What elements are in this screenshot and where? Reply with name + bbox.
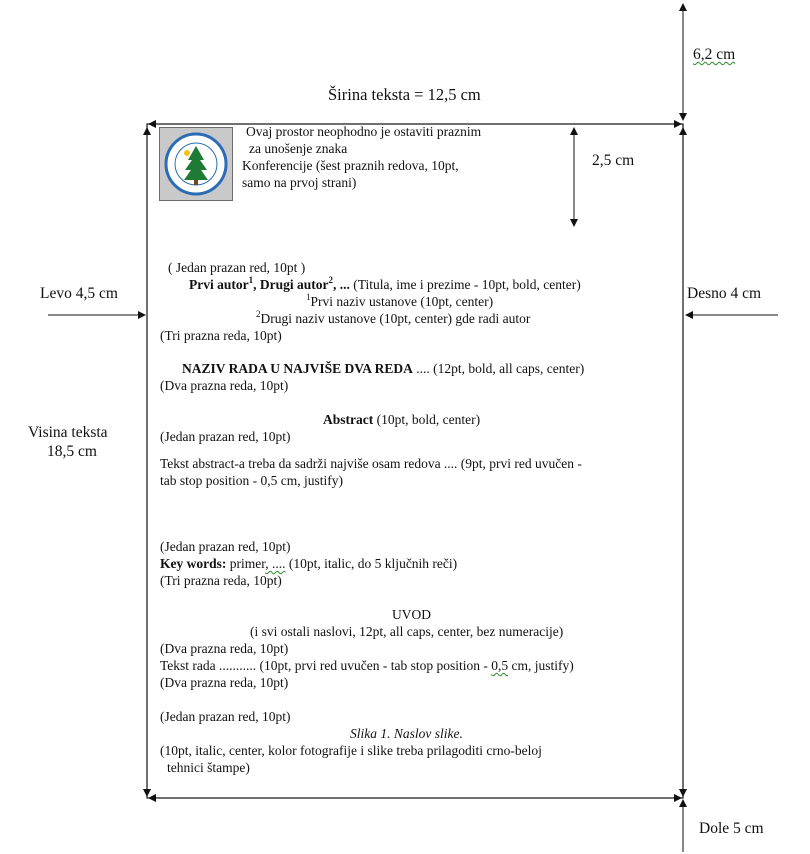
two-blank-lines-note: (Dva prazna reda, 10pt) bbox=[160, 378, 289, 393]
institution-1: $^1$Prvi naziv ustanove (10pt, center) bbox=[306, 292, 494, 309]
three-blank-lines-note: (Tri prazna reda, 10pt) bbox=[160, 328, 282, 343]
section-heading: UVOD bbox=[392, 607, 431, 622]
abstract-text-line1: Tekst abstract-a treba da sadrži najviše osam redova .... (9pt, prvi red uvučen - bbox=[160, 456, 582, 471]
header-note-line3: Konferencije (šest praznih redova, 10pt, bbox=[242, 158, 459, 173]
text-height-label-line1: Visina teksta bbox=[28, 424, 108, 441]
figure-caption: Slika 1. Naslov slike. bbox=[350, 726, 463, 741]
section-heading-note: (i svi ostali naslovi, 12pt, all caps, center, bez numeracije) bbox=[250, 624, 564, 639]
authors-line: Prvi autor$^1$, Drugi autor$^2$, ... (Titula, ime i prezime - 10pt, bold, center) bbox=[189, 275, 581, 292]
header-gap-label: 2,5 cm bbox=[592, 152, 635, 169]
bottom-margin-label: Dole 5 cm bbox=[699, 820, 764, 837]
figure-note-line2: tehnici štampe) bbox=[167, 760, 250, 775]
keywords-line: Key words: primer, .... (10pt, italic, do 5 ključnih reči) bbox=[160, 556, 458, 571]
institution-2: $^2$Drugi naziv ustanove (10pt, center) gde radi autor bbox=[256, 309, 531, 326]
right-margin-label: Desno 4 cm bbox=[687, 285, 762, 302]
header-note-line1: Ovaj prostor neophodno je ostaviti praznim bbox=[246, 124, 482, 139]
text-height-label-line2: 18,5 cm bbox=[47, 443, 97, 460]
left-margin-label: Levo 4,5 cm bbox=[40, 285, 118, 302]
blank-line-note: ( Jedan prazan red, 10pt ) bbox=[168, 260, 306, 275]
two-blank-lines-note-2: (Dva prazna reda, 10pt) bbox=[160, 641, 289, 656]
three-blank-lines-note-2: (Tri prazna reda, 10pt) bbox=[160, 573, 282, 588]
conference-logo bbox=[159, 127, 233, 201]
one-blank-line-note-3: (Jedan prazan red, 10pt) bbox=[160, 709, 291, 724]
header-note-line4: samo na prvoj strani) bbox=[242, 175, 357, 190]
abstract-text-line2: tab stop position - 0,5 cm, justify) bbox=[160, 473, 343, 488]
top-margin-label: 6,2 cm bbox=[693, 46, 736, 63]
one-blank-line-note: (Jedan prazan red, 10pt) bbox=[160, 429, 291, 444]
two-blank-lines-note-3: (Dva prazna reda, 10pt) bbox=[160, 675, 289, 690]
tree-emblem-icon bbox=[160, 128, 232, 200]
figure-note-line1: (10pt, italic, center, kolor fotografije i slike treba prilagoditi crno-beloj bbox=[160, 743, 542, 758]
body-text-line: Tekst rada ........... (10pt, prvi red uvučen - tab stop position - 0,5 cm, justify) bbox=[160, 658, 574, 673]
abstract-heading: Abstract (10pt, bold, center) bbox=[323, 412, 481, 427]
paper-title-line: NAZIV RADA U NAJVIŠE DVA REDA .... (12pt, bold, all caps, center) bbox=[182, 361, 585, 376]
text-width-label: Širina teksta = 12,5 cm bbox=[328, 85, 481, 104]
one-blank-line-note-2: (Jedan prazan red, 10pt) bbox=[160, 539, 291, 554]
header-note-line2: za unošenje znaka bbox=[249, 141, 348, 156]
